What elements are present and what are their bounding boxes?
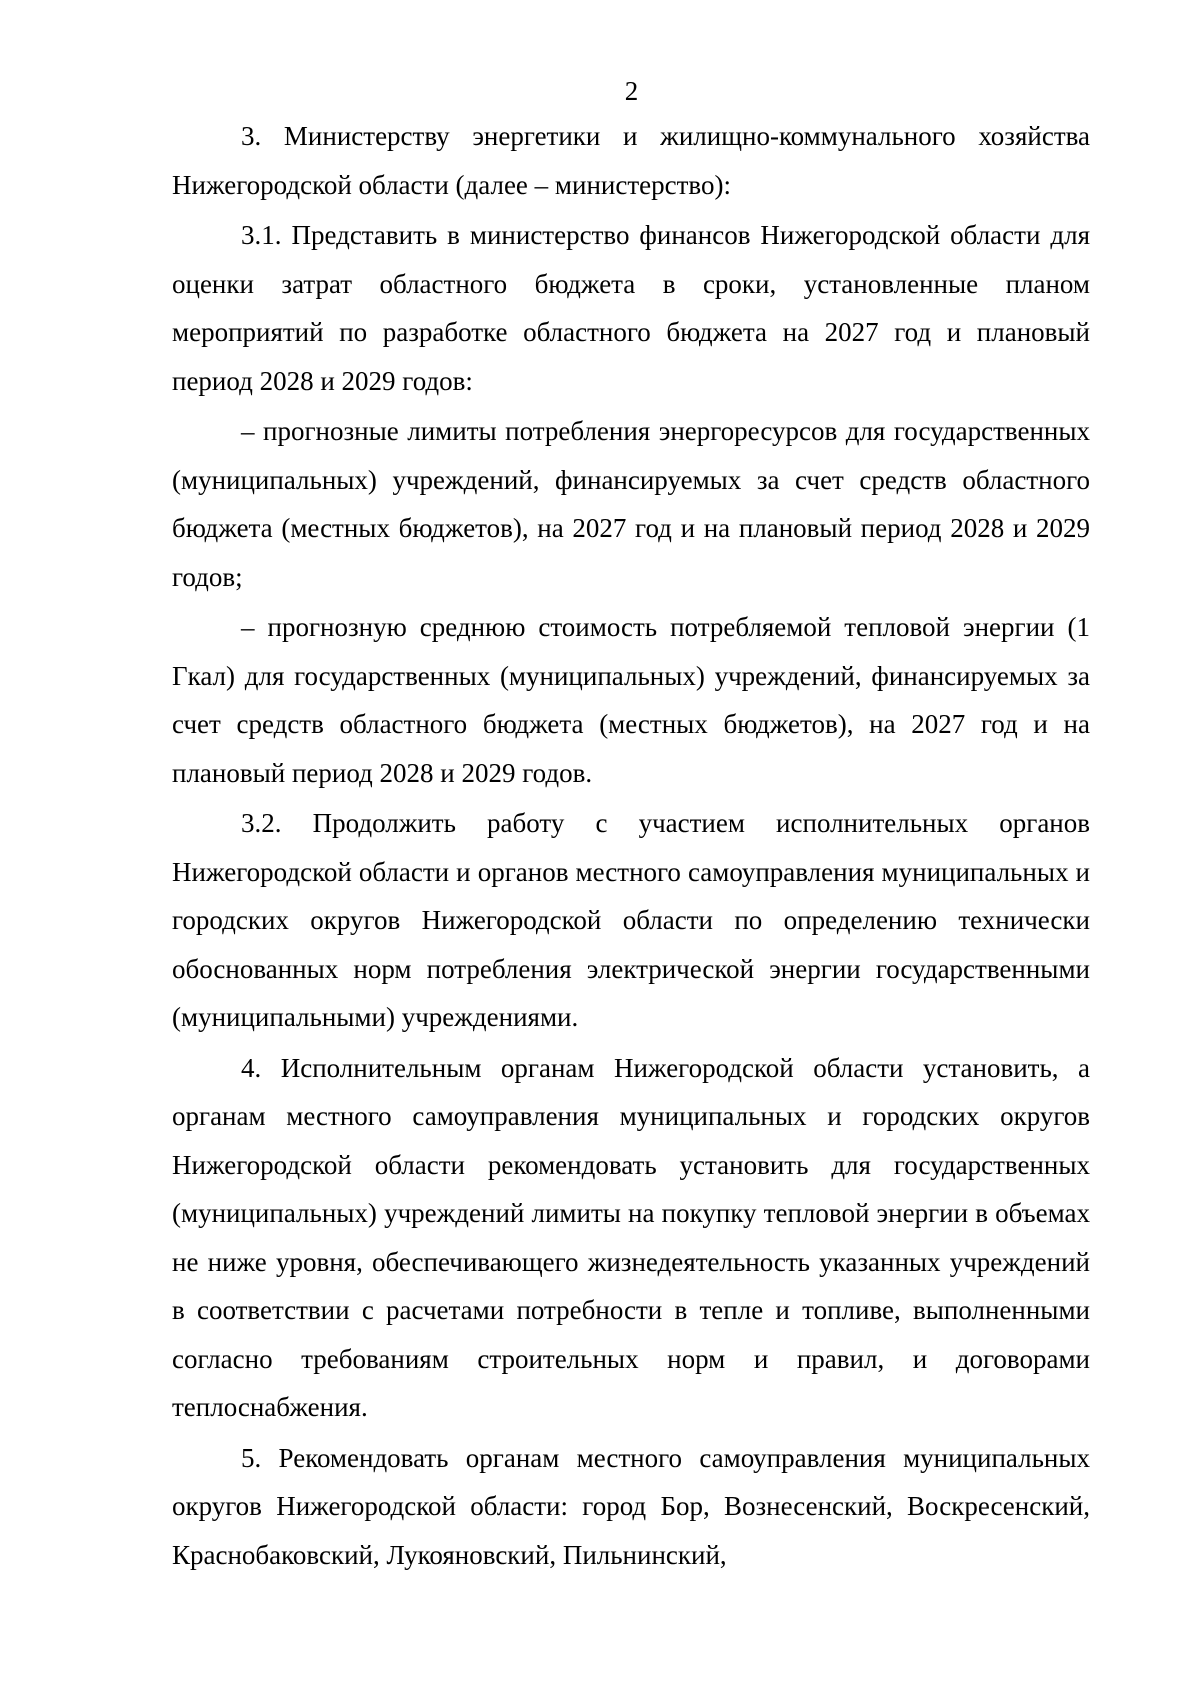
document-body [172,112,1090,1581]
paragraph-3-1: 3.1. Представить в министерство финансов Нижегородской области для оценки затрат областного бюджета в сроки, установленные планом мероприятий по разработке областного бюджета на 2027 год и плановый период 2028 и 2029 годов: [172,220,1090,396]
paragraph-3: 3. Министерству энергетики и жилищно-коммунального хозяйства Нижегородской области (далее – министерство): [172,121,1090,200]
paragraph-5: 5. Рекомендовать органам местного самоуправления муниципальных округов Нижегородской области: город Бор, Вознесенский, Воскресенский, Краснобаковский, Лукояновский, Пильнинский, [172,1442,1090,1570]
paragraph-3-2: 3.2. Продолжить работу с участием исполнительных органов Нижегородской области и органов местного самоуправления муниципальных и городских округов Нижегородской области по определению технически обоснованных норм потребления электрической энергии государственными (муниципальными) учреждениями. [172,808,1090,1032]
paragraph-3-1-item-cost: – прогнозную среднюю стоимость потребляемой тепловой энергии (1 Гкал) для государственных (муниципальных) учреждений, финансируемых за счет средств областного бюджета (местных бюджетов), на 2027 год и на плановый период 2028 и 2029 годов. [172,612,1090,788]
page-number: 2 [624,76,639,106]
paragraph-4: 4. Исполнительным органам Нижегородской области установить, а органам местного самоуправления муниципальных и городских округов Нижегородской области рекомендовать установить для государственных (муниципальных) учреждений лимиты на покупку тепловой энергии в объемах не ниже уровня, обеспечивающего жизнедеятельность указанных учреждений в соответствии с расчетами потребности в тепле и топливе, выполненными согласно требованиям строительных норм и правил, и договорами теплоснабжения. [172,1052,1090,1422]
paragraph-3-1-item-limits: – прогнозные лимиты потребления энергоресурсов для государственных (муниципальных) учреждений, финансируемых за счет средств областного бюджета (местных бюджетов), на 2027 год и на плановый период 2028 и 2029 годов; [172,416,1090,592]
